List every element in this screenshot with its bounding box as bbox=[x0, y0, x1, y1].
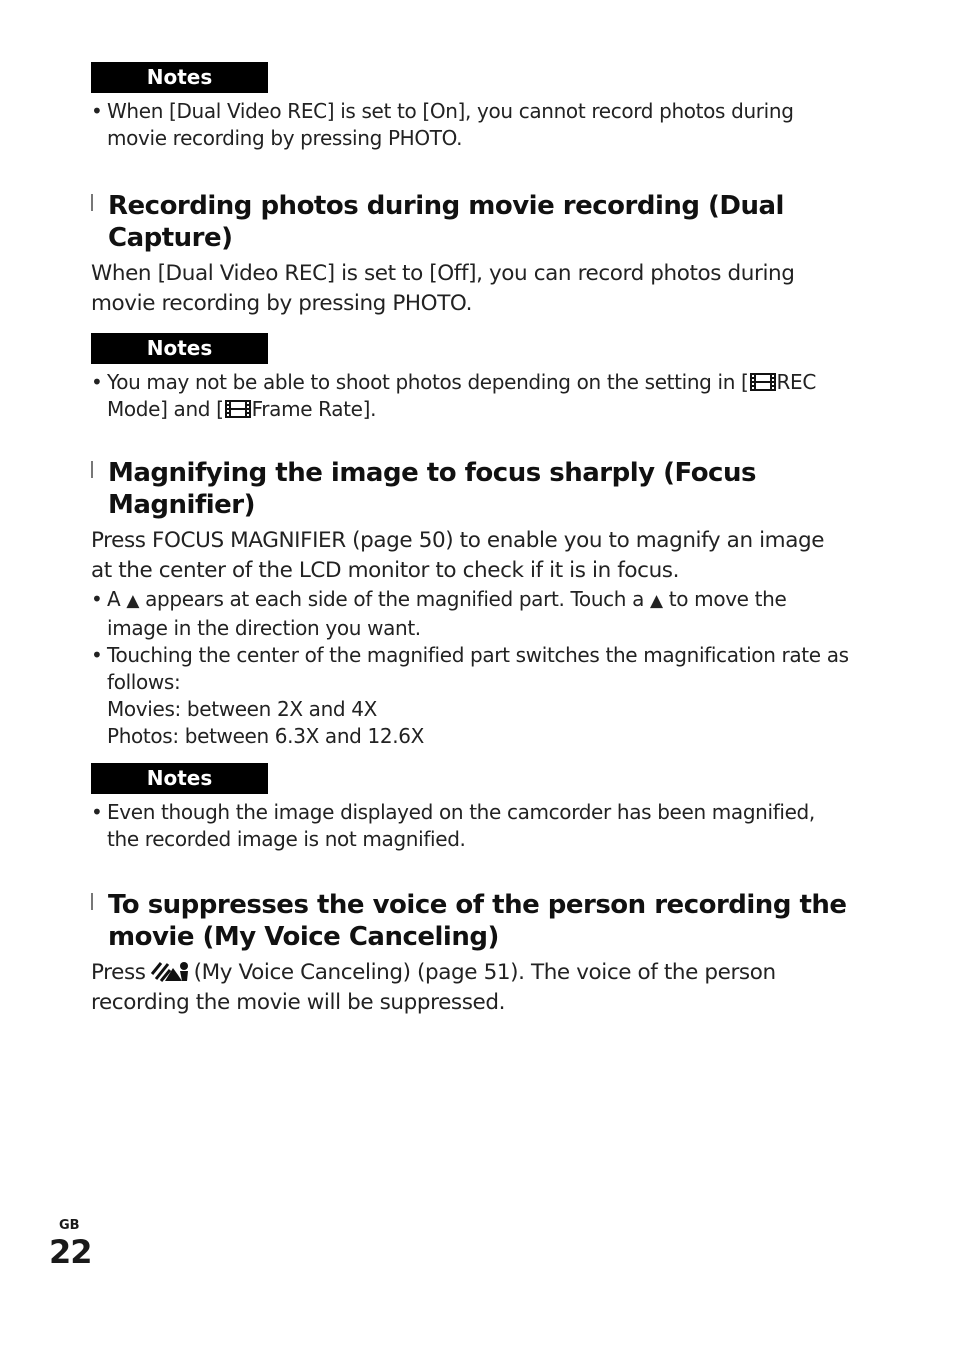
heading-bar bbox=[91, 893, 93, 910]
notes-label: Notes bbox=[91, 333, 268, 364]
magnification-photos: Photos: between 6.3X and 12.6X bbox=[107, 724, 424, 748]
magnification-movies: Movies: between 2X and 4X bbox=[107, 697, 377, 721]
notes-label: Notes bbox=[91, 62, 268, 93]
heading-bar bbox=[91, 194, 93, 211]
triangle-icon: ▲ bbox=[126, 591, 140, 611]
list-item: • Touching the center of the magnified part switches the magnification rate as follows: Movies: between 2X and 4X Photos: between 6.3X and 12.6X bbox=[91, 642, 851, 750]
region-code: GB bbox=[59, 1218, 80, 1233]
section-body-focus-magnifier: Press FOCUS MAGNIFIER (page 50) to enable you to magnify an image at the center of the LCD monitor to check if it is in focus. bbox=[91, 528, 825, 583]
section-heading-my-voice-canceling: To suppresses the voice of the person recording the movie (My Voice Canceling) bbox=[91, 889, 851, 953]
section-body-my-voice-canceling: Press (My Voice Canceling) (page 51). The voice of the person recording the movie will be suppressed. bbox=[91, 960, 776, 1015]
section-body-dual-capture: When [Dual Video REC] is set to [Off], you can record photos during movie recording by pressing PHOTO. bbox=[91, 261, 795, 316]
focus-bullets bbox=[91, 586, 851, 750]
note-item: • Even though the image displayed on the camcorder has been magnified, the recorded image is not magnified. bbox=[91, 800, 815, 851]
film-frame-icon bbox=[225, 400, 251, 418]
film-frame-icon bbox=[750, 373, 776, 391]
note-item: • When [Dual Video REC] is set to [On], you cannot record photos during movie recording by pressing PHOTO. bbox=[91, 99, 794, 150]
notes-list bbox=[91, 799, 851, 853]
list-item: • A ▲ appears at each side of the magnified part. Touch a ▲ to move the image in the direction you want. bbox=[91, 587, 787, 640]
notes-list bbox=[91, 369, 851, 423]
my-voice-canceling-icon bbox=[151, 960, 189, 982]
page-footer bbox=[49, 1218, 92, 1270]
triangle-icon: ▲ bbox=[650, 591, 663, 611]
section-heading-dual-capture: Recording photos during movie recording (Dual Capture) bbox=[91, 190, 851, 254]
page-content bbox=[91, 62, 851, 1018]
section-heading-focus-magnifier: Magnifying the image to focus sharply (Focus Magnifier) bbox=[91, 457, 851, 521]
notes-label: Notes bbox=[91, 763, 268, 794]
note-item: • You may not be able to shoot photos depending on the setting in [ REC Mode] and [ Frame Rate]. bbox=[91, 370, 816, 421]
notes-list bbox=[91, 98, 851, 152]
page-number: 22 bbox=[49, 1233, 92, 1271]
heading-bar bbox=[91, 461, 93, 478]
